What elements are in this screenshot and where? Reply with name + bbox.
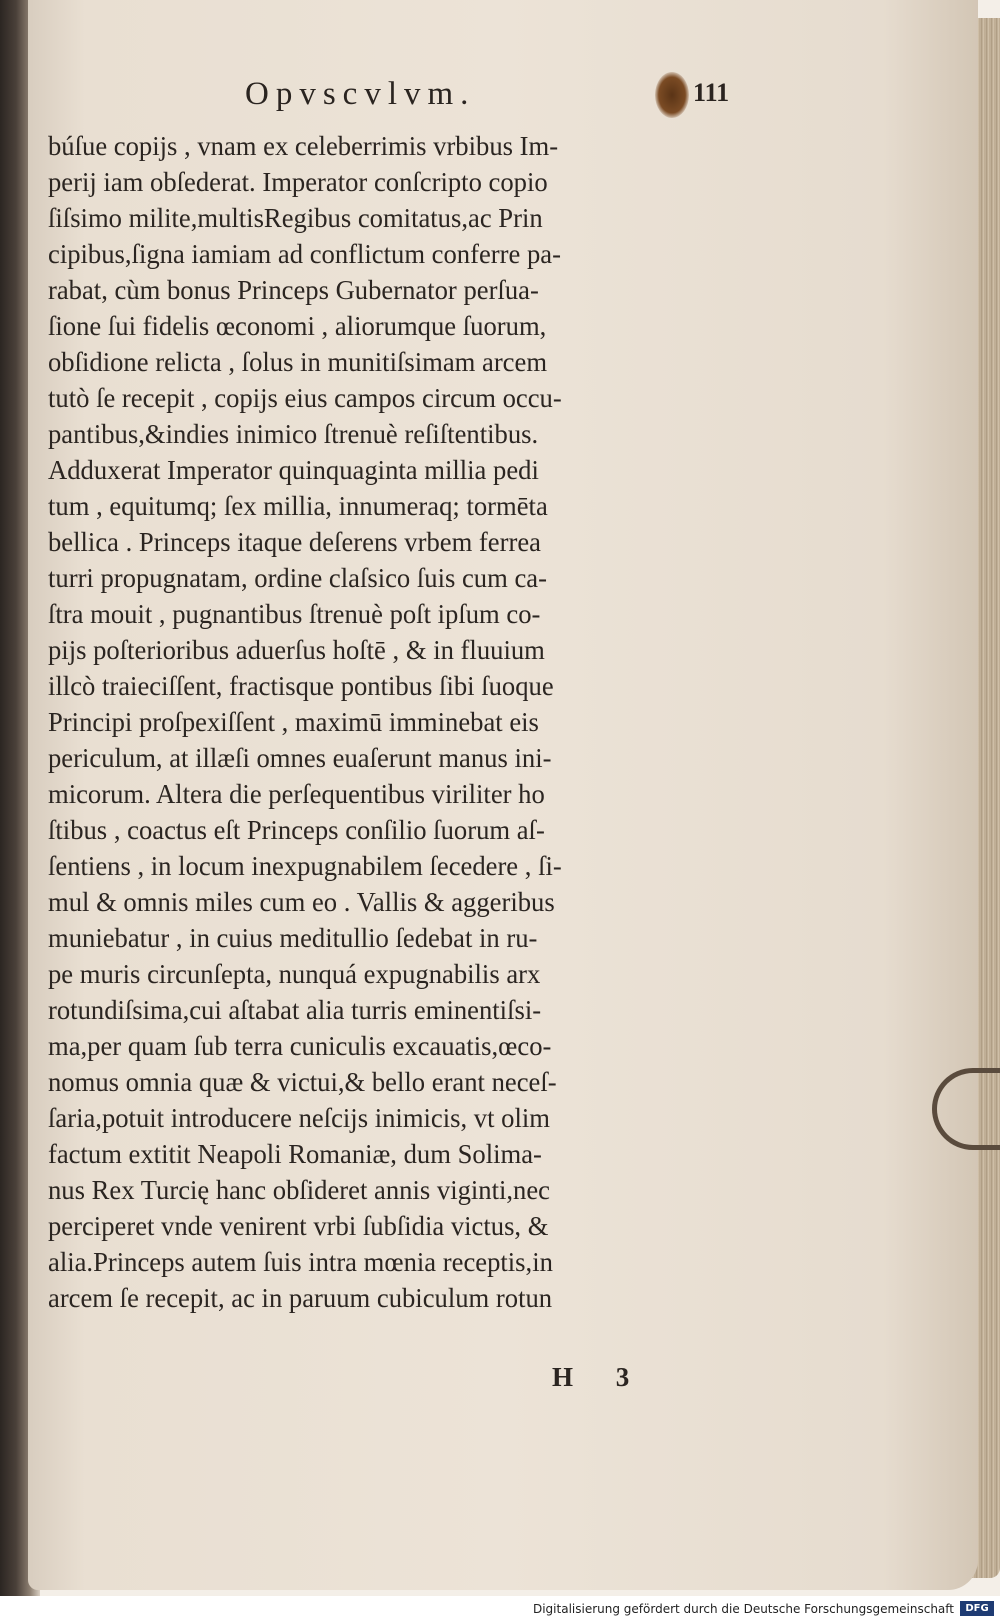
text-line: arcem ſe recepit, ac in paruum cubiculum rotun [48,1282,553,1313]
footer-credit: Digitalisierung gefördert durch die Deutsche Forschungsgemeinschaft [532,1602,954,1616]
text-line: búſue copijs , vnam ex celeberrimis vrbibus Im- [48,130,559,161]
signature-mark: H 3 [552,1362,648,1392]
text-line: ſtibus , coactus eſt Princeps conſilio ſuorum aſ- [48,814,545,845]
text-line: pantibus,&indies inimico ſtrenuè reſiſtentibus. [48,418,539,449]
text-line: perij iam obſederat. Imperator conſcripto copio [48,166,548,197]
text-line: turri propugnatam, ordine claſsico ſuis cum ca- [48,562,547,593]
text-line: tum , equitumq; ſex millia, innumeraq; tormēta [48,490,548,521]
text-line: cipibus,ſigna iamiam ad conflictum conferre pa- [48,238,561,269]
text-line: ſaria,potuit introducere neſcijs inimicis, vt olim [48,1102,550,1133]
ink-stain [655,72,689,118]
text-line: perciperet vnde venirent vrbi ſubſidia victus, & [48,1210,549,1241]
text-line: obſidione relicta , ſolus in munitiſsimam arcem [48,346,548,377]
text-line: illcò traieciſſent, fractisque pontibus ſibi ſuoque [48,670,554,701]
text-line: tutò ſe recepit , copijs eius campos circum occu- [48,382,562,413]
text-line: bellica . Princeps itaque deſerens vrbem ferrea [48,526,541,557]
page-header [245,76,730,122]
text-line: alia.Princeps autem ſuis intra mœnia receptis,in [48,1246,553,1277]
text-line: rotundiſsima,cui aſtabat alia turris eminentiſsi- [48,994,542,1025]
text-line: ſiſsimo milite,multisRegibus comitatus,ac Prin [48,202,543,233]
text-line: Principi proſpexiſſent , maximū imminebat eis [48,706,539,737]
text-line: ſtra mouit , pugnantibus ſtrenuè poſt ipſum co- [48,598,541,629]
text-line: mul & omnis miles cum eo . Vallis & aggeribus [48,886,555,917]
text-line: micorum. Altera die perſequentibus viriliter ho [48,778,545,809]
text-line: factum extitit Neapoli Romaniæ, dum Solima- [48,1138,542,1169]
text-line: ma,per quam ſub terra cuniculis excauatis,œco- [48,1030,552,1061]
body-text [48,128,738,1316]
running-title: Opvscvlvm. [245,76,476,112]
text-line: nomus omnia quæ & victui,& bello erant neceſ- [48,1066,557,1097]
text-line: nus Rex Turcię hanc obſideret annis viginti,nec [48,1174,550,1205]
text-line: Adduxerat Imperator quinquaginta millia pedi [48,454,539,485]
text-line: muniebatur , in cuius meditullio ſedebat in ru- [48,922,538,953]
text-line: ſione ſui fidelis œconomi , aliorumque ſuorum, [48,310,547,341]
folio-number: 111 [693,78,730,107]
dfg-logo: DFG [960,1601,994,1616]
text-line: pe muris circunſepta, nunquá expugnabilis arx [48,958,541,989]
text-line: periculum, at illæſi omnes euaſerunt manus ini- [48,742,552,773]
text-line: pijs poſterioribus aduerſus hoſtē , & in fluuium [48,634,545,665]
text-line: ſentiens , in locum inexpugnabilem ſecedere , ſi- [48,850,562,881]
text-line: rabat, cùm bonus Princeps Gubernator perſua- [48,274,539,305]
